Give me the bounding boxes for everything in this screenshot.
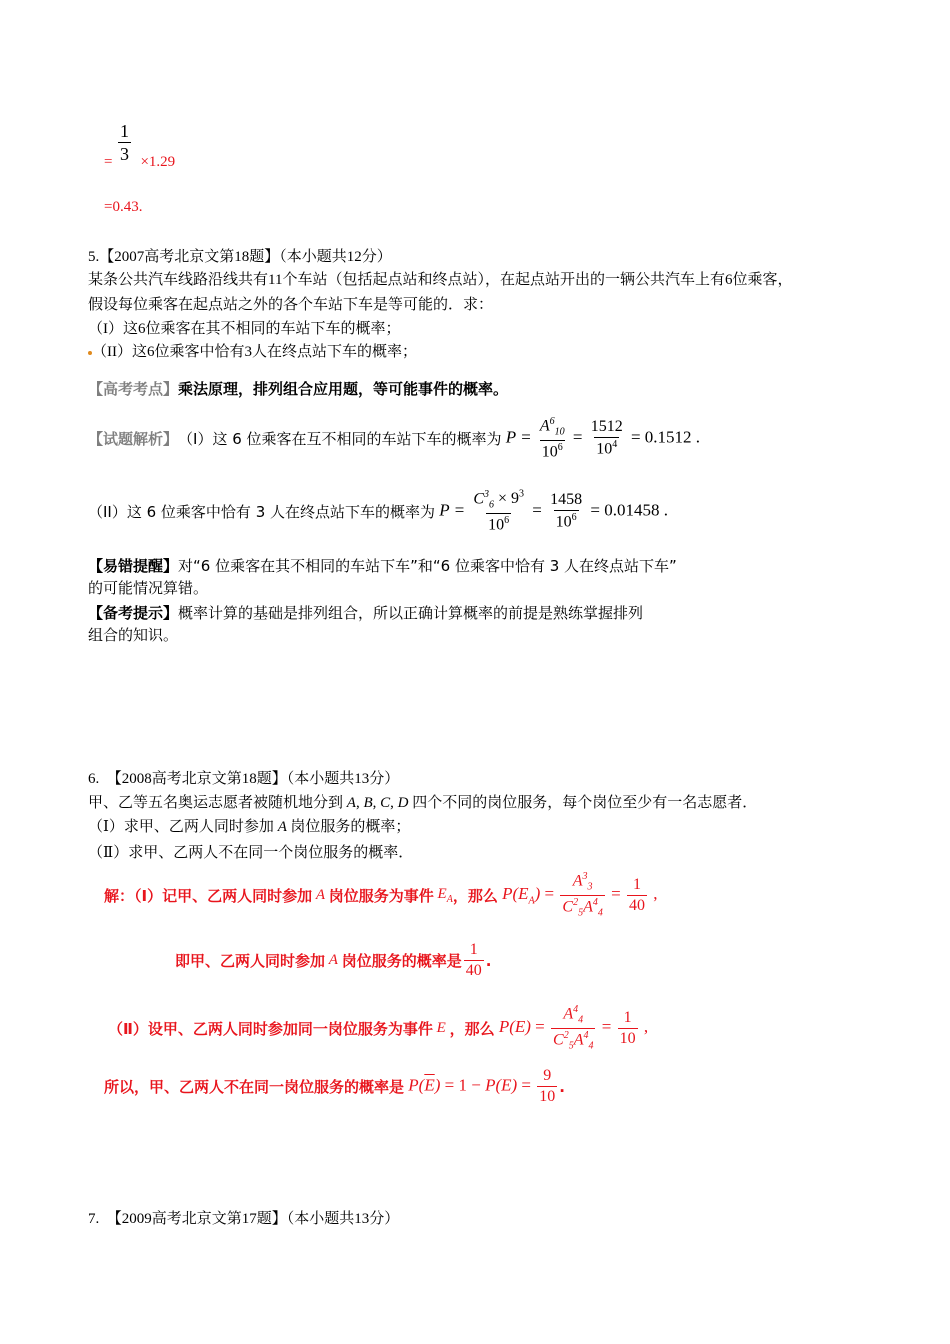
q5-yicuo: 【易错提醒】对“6 位乘客在其不相同的车站下车”和“6 位乘客中恰有 3 人在终点站下车” 的可能情况算错。 [88, 557, 677, 597]
q5-body-line1: 某条公共汽车线路沿线共有11个车站（包括起点站和终点站），在起点站开出的一辆公共汽车上有6位乘客， [88, 272, 793, 288]
q6-solution-1: 解：（Ⅰ）记甲、乙两人同时参加 A 岗位服务为事件 $E_A$ ，那么 $P(E_A)$ = $\frac{A^3_3}{C^2_5A^4_4}$ = $\frac{1}{40}$ , [104, 871, 658, 919]
q6-body: 甲、乙等五名奥运志愿者被随机地分到 A, B, C, D 四个不同的岗位服务，每个岗位至少有一名志愿者． [88, 795, 758, 811]
q6-heading: 6. 【2008高考北京文第18题】（本小题共13分） [88, 771, 400, 787]
equation-pea: $P(E_A)$ = $\frac{A^3_3}{C^2_5A^4_4}$ = $\frac{1}{40}$ , [497, 871, 658, 919]
q5-kaodian: 【高考考点】乘法原理，排列组合应用题，等可能事件的概率。 [88, 380, 509, 398]
q5-jiexi-1: 【试题解析】 （I）这 6 位乘客在互不相同的车站下车的概率为 P = $\frac{A^6_{10}}{10^6}$ = $\frac{1512}{10^4}$ = 0.1512 . [88, 416, 701, 460]
equation-p-ebar: $P(\overline{E}) = 1 - P(E)$ = $\frac{9}{10}$ [404, 1067, 556, 1105]
equation-p-2: P = $\frac{C^3_6 \times 9^3}{10^6}$ = $\frac{1458}{10^6}$ = 0.01458 . [435, 489, 668, 533]
q5-beikao: 【备考提示】概率计算的基础是排列组合，所以正确计算概率的前提是熟练掌握排列 组合的知识。 [88, 604, 644, 644]
q6-solution-2: （Ⅱ）设甲、乙两人同时参加同一岗位服务为事件 E ，那么 P(E) = $\frac{A^4_4}{C^2_5A^4_4}$ = $\frac{1}{10}$ , [108, 1004, 649, 1052]
q5-body-line2: 假设每位乘客在起点站之外的各个车站下车是等可能的．求： [88, 297, 494, 313]
top-calc-line1: = ×1.29 [104, 154, 176, 170]
q5-part2: （II）这6位乘客中恰有3人在终点站下车的概率； [88, 341, 417, 363]
top-fraction: $\frac{1}{3}$ [120, 121, 129, 164]
top-calc-line2: =0.43. [104, 199, 143, 215]
q7-heading: 7. 【2009高考北京文第17题】（本小题共13分） [88, 1211, 400, 1227]
equation-p-1: P = $\frac{A^6_{10}}{10^6}$ = $\frac{1512}{10^4}$ = 0.1512 . [501, 416, 701, 460]
equation-pe: P(E) = $\frac{A^4_4}{C^2_5A^4_4}$ = $\frac{1}{10}$ , [494, 1004, 649, 1052]
q5-jiexi-2: （II）这 6 位乘客中恰有 3 人在终点站下车的概率为 P = $\frac{C^3_6 \times 9^3}{10^6}$ = $\frac{1458}{10^6}$ = 0.01458 . [88, 489, 668, 533]
q5-heading: 5.【2007高考北京文第18题】（本小题共12分） [88, 249, 392, 265]
q6-part2: （Ⅱ）求甲、乙两人不在同一个岗位服务的概率． [88, 845, 414, 861]
q6-solution-3: 所以，甲、乙两人不在同一岗位服务的概率是 $P(\overline{E}) = 1 - P(E)$ = $\frac{9}{10}$ . [104, 1067, 565, 1105]
q5-part1: （I）这6位乘客在其不相同的车站下车的概率； [88, 321, 401, 337]
q6-solution-1b: 即甲、乙两人同时参加 A 岗位服务的概率是 $\frac{1}{40}$ . [175, 941, 492, 979]
q6-part1: （Ⅰ）求甲、乙两人同时参加 A 岗位服务的概率； [88, 819, 411, 835]
